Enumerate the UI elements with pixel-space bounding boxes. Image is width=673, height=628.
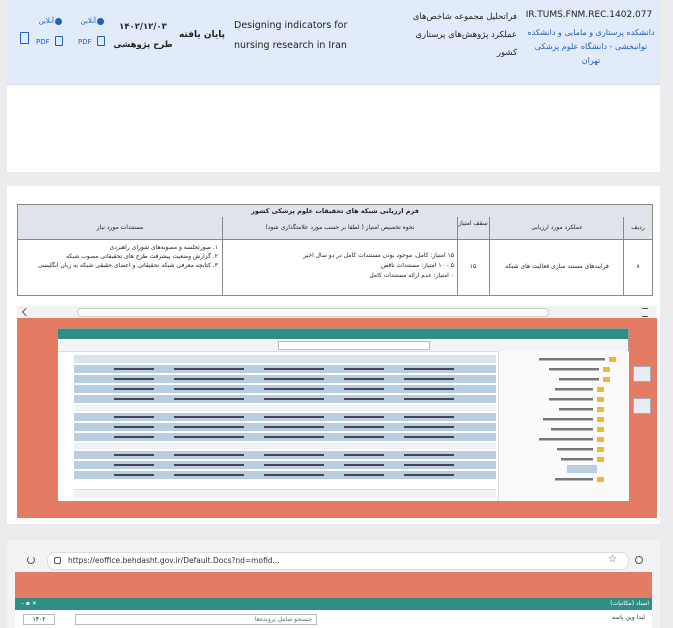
extension-icon[interactable] [635,556,643,564]
research-title-fa[interactable]: فراتحلیل مجموعه شاخص‌های عملکرد پژوهش‌های پرستاری کشور [412,12,517,58]
online-label[interactable]: آنلاین [80,17,96,25]
browser-panel [7,540,660,628]
salmon-banner [15,572,652,598]
folder-tree [498,351,629,501]
file-group-2 [35,14,71,58]
grid-pager[interactable] [74,489,496,498]
col-divider [623,217,624,295]
grid-rows [74,355,496,485]
window-controls[interactable]: – ▪ ✕ [21,600,37,607]
folder-tree-items [499,351,629,501]
doc-line: ۱. صورتجلسه و مصوبه‌های شورای راهبردی [109,244,218,251]
research-status: پایان یافته [178,30,226,40]
teal-header-strip [17,318,657,328]
back-icon[interactable] [22,308,30,316]
site-info-icon[interactable] [54,557,61,564]
address-bar[interactable] [77,308,549,317]
embedded-screenshot [17,306,657,518]
app-titlebar [58,329,628,339]
table-header-row [18,217,652,240]
col-divider [489,217,490,295]
row-performance: فرایندهای مستند سازی فعالیت های شبکه [505,263,609,270]
url-text[interactable]: https://eoffice.behdasht.gov.ir/Default.Docs?nd=mofid... [68,556,280,565]
doc-line: ۲. گزارش وضعیت پیشرفت طرح های تحقیقاتی مصوب شبکه [65,253,218,260]
research-title-en[interactable]: Designing indicators for nursing research in Iran [234,20,348,51]
online-dot-icon [97,18,104,25]
year-select[interactable]: ۱۴۰۲ [23,614,55,625]
evaluation-table-title: فرم ارزیابی شبکه های تحقیقات علوم پزشکی کشور [18,205,652,218]
col-divider [222,217,223,295]
desktop-icon[interactable] [633,398,651,414]
search-placeholder: جستجو شامل پرونده‌ها [254,616,312,623]
header-performance: عملکرد مورد ارزیابی [531,224,583,231]
header-docs: مستندات مورد نیاز [96,224,144,231]
method-line: ۵ - ۱۰ امتیاز: مستندات ناقص [380,262,454,269]
header-row-num: ردیف [631,224,645,231]
file-group-1 [77,14,113,58]
row-docs [22,243,218,270]
reload-icon[interactable] [27,556,35,564]
app-window [57,328,629,502]
teal-titlebar [15,598,652,610]
pdf-label[interactable]: PDF [78,38,92,46]
research-type: طرح پژوهشی [113,40,173,50]
research-panel [7,0,660,172]
online-label[interactable]: آنلاین [38,17,54,25]
app-toolbar [15,610,652,628]
doc-line: ۳. کتابچه معرفی شبکه تحقیقاتی و اعضای حقیقی شبکه به زبان انگلیسی [37,262,218,269]
titlebar-label: اسناد (مکاتبات) [610,600,649,607]
evaluation-panel [7,186,660,524]
row-score: ۱۵ [469,263,477,270]
menu-icon[interactable] [642,308,648,317]
row-divider [7,84,660,85]
row-number: ۸ [636,263,640,270]
row-method [226,251,454,281]
search-input[interactable] [75,614,317,625]
research-code: IR.TUMS.FNM.REC.1402.077 [525,10,653,20]
method-line: ۰ امتیاز: عدم ارائه مستندات کامل [369,272,454,279]
header-method: نحوه تخصیص امتیاز ( لطفا بر حسب مورد علامتگذاری شود) [265,224,415,231]
star-icon[interactable]: ☆ [608,554,617,565]
address-bar[interactable] [47,552,629,570]
col-divider [457,217,458,295]
online-dot-icon [55,18,62,25]
user-name[interactable]: لیدا وین پاسه [611,614,645,621]
header-max-score: سقف امتیاز [458,220,488,227]
evaluation-table [17,204,653,296]
research-institution[interactable]: دانشکده پرستاری و مامایی و دانشکده توانبخشی - دانشگاه علوم پزشکی تهران [527,28,655,65]
document-grid [74,355,496,485]
desktop-icon[interactable] [633,366,651,382]
search-input[interactable] [278,341,430,350]
pdf-file-icon[interactable] [97,36,105,46]
method-line: ۱۵ امتیاز: کامل، موجود بودن مستندات کامل در دو سال اخیر [303,252,454,259]
research-date: ۱۴۰۲/۱۲/۰۳ [119,22,167,32]
pdf-label[interactable]: PDF [36,38,50,46]
pdf-file-icon[interactable] [55,36,63,46]
document-icon[interactable] [20,32,29,44]
